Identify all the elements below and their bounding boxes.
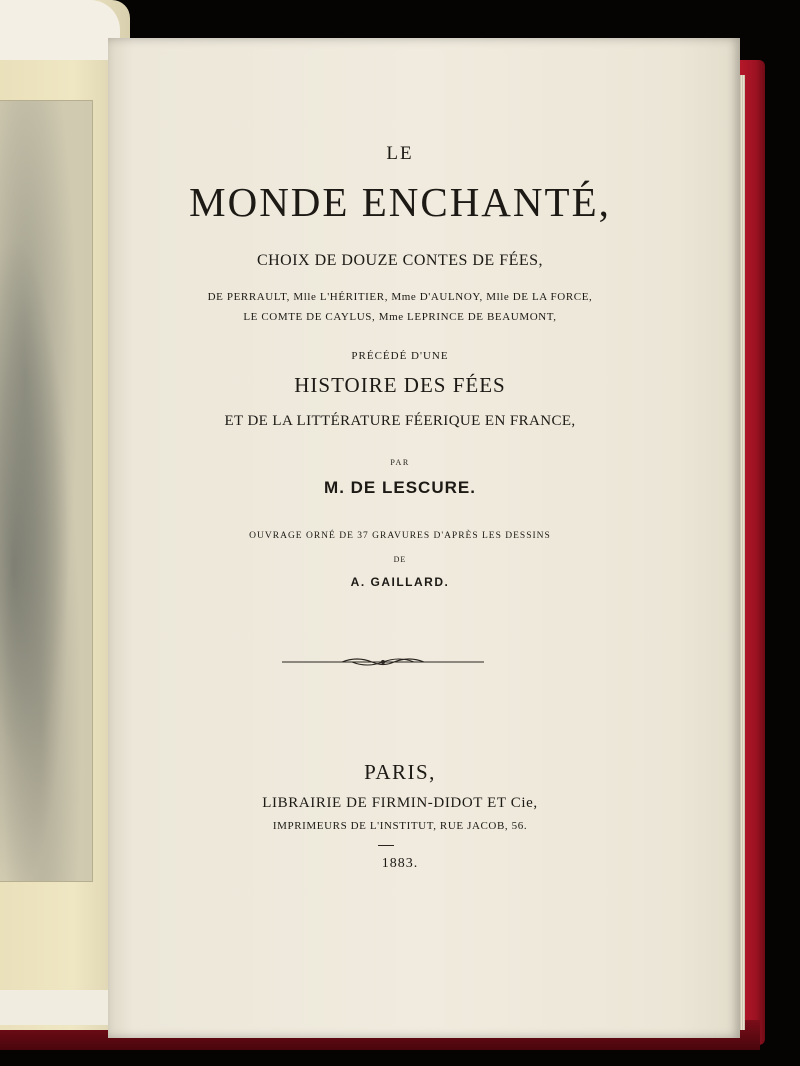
- left-page-bottom-edge: [0, 990, 110, 1025]
- separator-dash: [378, 845, 394, 846]
- book-subtitle: CHOIX DE DOUZE CONTES DE FÉES,: [256, 252, 544, 269]
- authors-line-2: LE COMTE DE CAYLUS, Mme LEPRINCE DE BEAUMONT,: [243, 311, 557, 323]
- author-name: M. DE LESCURE.: [324, 478, 476, 497]
- publication-year: 1883.: [381, 856, 419, 871]
- authors-line-1: DE PERRAULT, Mlle L'HÉRITIER, Mme D'AULNOY, Mlle DE LA FORCE,: [207, 291, 593, 303]
- publisher-address: IMPRIMEURS DE L'INSTITUT, RUE JACOB, 56.: [272, 820, 528, 832]
- illustrator-name: A. GAILLARD.: [350, 575, 450, 589]
- publication-city: PARIS,: [364, 760, 436, 784]
- title-article: LE: [386, 143, 414, 164]
- litterature-line: ET DE LA LITTÉRATURE FÉERIQUE EN FRANCE,: [224, 413, 576, 429]
- histoire-heading: HISTOIRE DES FÉES: [294, 373, 506, 397]
- preceded-text: PRÉCÉDÉ D'UNE: [351, 350, 449, 362]
- par-text: PAR: [390, 458, 410, 467]
- left-page-top-edge: [0, 0, 120, 60]
- publisher-name: LIBRAIRIE DE FIRMIN-DIDOT ET Cie,: [262, 795, 538, 811]
- ornamental-rule-icon: [282, 654, 484, 670]
- book-title: MONDE ENCHANTÉ,: [189, 179, 611, 225]
- de-text: DE: [393, 555, 407, 564]
- ouvrage-line: OUVRAGE ORNÉ DE 37 GRAVURES D'APRÈS LES DESSINS: [249, 531, 551, 541]
